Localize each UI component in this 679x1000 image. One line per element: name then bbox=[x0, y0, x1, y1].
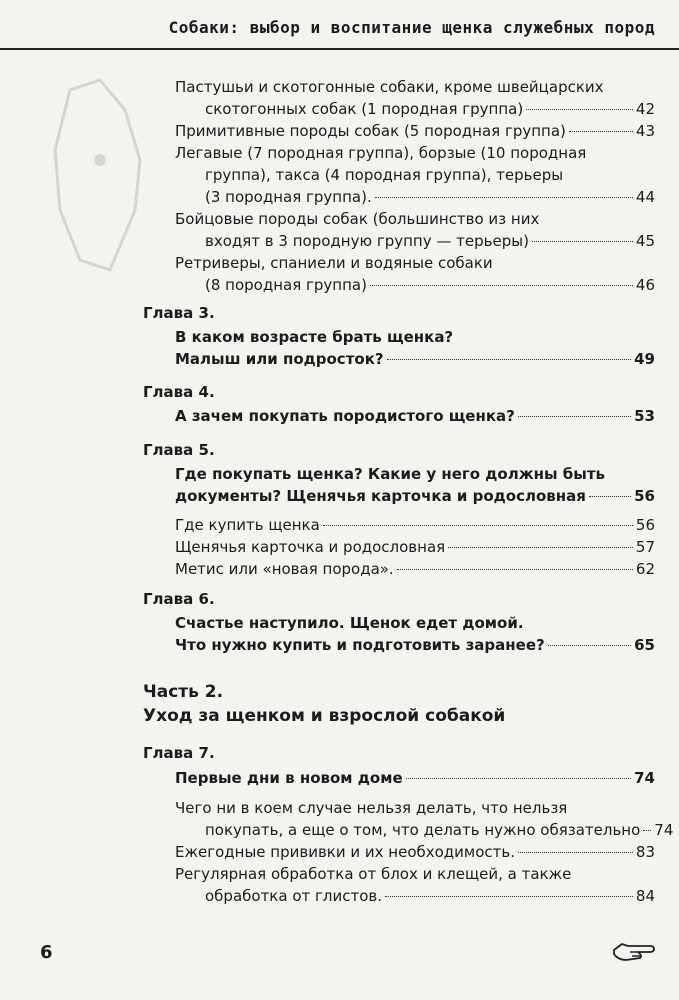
page-ref: 62 bbox=[635, 560, 655, 578]
chapter-label: Глава 4. bbox=[143, 383, 215, 401]
toc-entry[interactable]: Регулярная обработка от блох и клещей, а также обработка от глистов. 84 bbox=[175, 865, 655, 905]
page-ref: 56 bbox=[634, 487, 655, 505]
toc-entry-chapter-3[interactable]: В каком возрасте брать щенка? Малыш или подросток? 49 bbox=[175, 328, 655, 368]
toc-entry-chapter-4[interactable]: А зачем покупать породистого щенка? 53 bbox=[175, 407, 655, 425]
page-ref: 56 bbox=[635, 516, 655, 534]
page-ref: 43 bbox=[635, 122, 655, 140]
chapter-label: Глава 3. bbox=[143, 304, 215, 322]
toc-entry[interactable]: Пастушьи и скотогонные собаки, кроме швейцарских скотогонных собак (1 породная группа) 42 bbox=[175, 78, 655, 118]
page-number: 6 bbox=[40, 942, 53, 963]
chapter-label: Глава 5. bbox=[143, 441, 215, 459]
page-ref: 42 bbox=[635, 100, 655, 118]
toc-entry[interactable]: Метис или «новая порода». 62 bbox=[175, 560, 655, 578]
toc-entry[interactable]: Легавые (7 породная группа), борзые (10 породная группа), такса (4 породная группа), терьеры (3 породная группа). 44 bbox=[175, 144, 655, 206]
page-ref: 53 bbox=[634, 407, 655, 425]
toc-entry[interactable]: Бойцовые породы собак (большинство из них входят в 3 породную группу — терьеры) 45 bbox=[175, 210, 655, 250]
book-title: Собаки: выбор и воспитание щенка служебных пород bbox=[168, 18, 655, 37]
toc-entry[interactable]: Чего ни в коем случае нельзя делать, что нельзя покупать, а еще о том, что делать нужно обязательно 74 bbox=[175, 799, 674, 839]
page-ref: 84 bbox=[635, 887, 655, 905]
toc-entry-chapter-6[interactable]: Счастье наступило. Щенок едет домой. Что нужно купить и подготовить заранее? 65 bbox=[175, 614, 655, 654]
page-ref: 83 bbox=[635, 843, 655, 861]
page-ref: 45 bbox=[635, 232, 655, 250]
toc-entry[interactable]: Где купить щенка 56 bbox=[175, 516, 655, 534]
toc-entry[interactable]: Ежегодные прививки и их необходимость. 83 bbox=[175, 843, 655, 861]
page-ref: 44 bbox=[635, 188, 655, 206]
toc-entry[interactable]: Ретриверы, спаниели и водяные собаки (8 породная группа) 46 bbox=[175, 254, 655, 294]
toc-entry[interactable]: Примитивные породы собак (5 породная группа) 43 bbox=[175, 122, 655, 140]
page-ref: 74 bbox=[654, 821, 674, 839]
part-label: Часть 2. bbox=[143, 682, 224, 702]
toc-entry-chapter-7[interactable]: Первые дни в новом доме 74 bbox=[175, 769, 655, 787]
chapter-label: Глава 7. bbox=[143, 744, 215, 762]
pointing-hand-icon bbox=[612, 938, 656, 964]
page-ref: 74 bbox=[634, 769, 655, 787]
page-ref: 65 bbox=[634, 636, 655, 654]
page-ref: 57 bbox=[635, 538, 655, 556]
part-title[interactable]: Уход за щенком и взрослой собакой bbox=[143, 706, 506, 726]
toc-entry[interactable]: Щенячья карточка и родословная 57 bbox=[175, 538, 655, 556]
toc-entry-chapter-5[interactable]: Где покупать щенка? Какие у него должны быть документы? Щенячья карточка и родословная 56 bbox=[175, 465, 655, 505]
page-ref: 49 bbox=[634, 350, 655, 368]
page-ref: 46 bbox=[635, 276, 655, 294]
chapter-label: Глава 6. bbox=[143, 590, 215, 608]
